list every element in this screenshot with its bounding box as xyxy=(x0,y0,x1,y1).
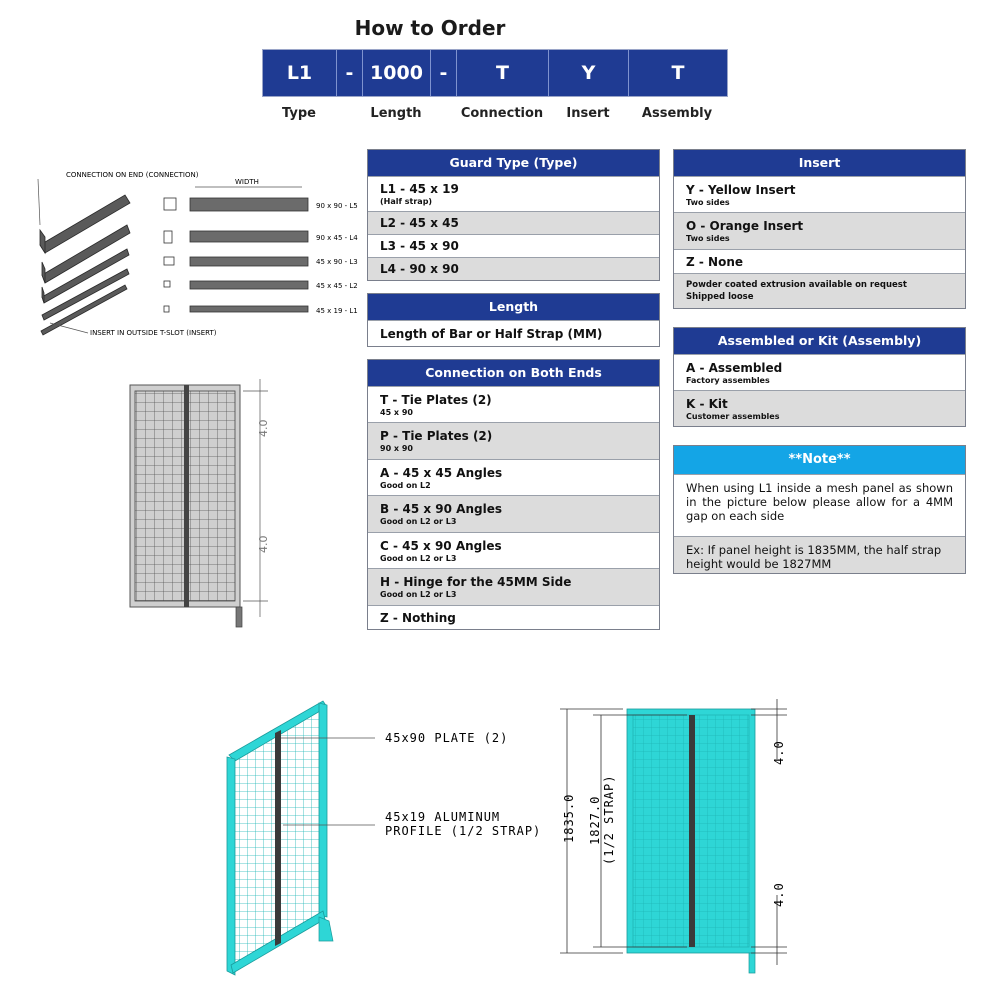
guard-type-header: Guard Type (Type) xyxy=(368,150,659,176)
length-table xyxy=(367,293,660,347)
code-label-insert: Insert xyxy=(566,106,610,121)
leader-line xyxy=(38,179,40,225)
note-header: **Note** xyxy=(674,446,965,474)
code-label-assembly: Assembly xyxy=(641,106,713,121)
grey-panel-drawing xyxy=(118,375,288,635)
table-row: Length of Bar or Half Strap (MM) xyxy=(368,320,659,346)
length-header: Length xyxy=(368,294,659,320)
profile-bars-iso xyxy=(40,195,130,335)
panel-foot xyxy=(236,607,242,627)
table-row: C - 45 x 90 Angles Good on L2 or L3 xyxy=(368,532,659,568)
table-row: Y - Yellow Insert Two sides xyxy=(674,176,965,212)
gap-bottom-label: 4.0 xyxy=(772,882,786,907)
connection-label: CONNECTION ON END (CONNECTION) xyxy=(66,171,199,179)
table-row: Z - None xyxy=(674,249,965,273)
table-row: B - 45 x 90 Angles Good on L2 or L3 xyxy=(368,495,659,532)
table-row: Z - Nothing xyxy=(368,605,659,629)
code-type: L1 xyxy=(263,50,337,96)
plate-callout: 45x90 PLATE (2) xyxy=(385,731,509,745)
half-strap xyxy=(689,715,695,947)
table-row: A - 45 x 45 Angles Good on L2 xyxy=(368,459,659,495)
size-label: 45 x 90 - L3 xyxy=(316,258,358,266)
assembly-header: Assembled or Kit (Assembly) xyxy=(674,328,965,354)
front-panel-drawing xyxy=(555,695,800,980)
code-connection: T xyxy=(457,50,549,96)
note-box xyxy=(673,445,966,574)
code-insert: Y xyxy=(549,50,629,96)
code-label-connection: Connection xyxy=(460,106,544,121)
half-strap xyxy=(184,385,189,607)
table-row: A - Assembled Factory assembles xyxy=(674,354,965,390)
table-row: L3 - 45 x 90 xyxy=(368,234,659,257)
profile-callout-line2: PROFILE (1/2 STRAP) xyxy=(385,824,542,838)
insert-header: Insert xyxy=(674,150,965,176)
assembly-table xyxy=(673,327,966,427)
insert-footnote: Powder coated extrusion available on request Shipped loose xyxy=(674,273,965,308)
size-label: 90 x 45 - L4 xyxy=(316,234,358,242)
code-dash: - xyxy=(337,50,363,96)
panel-foot xyxy=(319,917,333,941)
strap-note-label: (1/2 STRAP) xyxy=(602,774,616,865)
left-post xyxy=(227,757,235,975)
code-label-type: Type xyxy=(282,106,316,121)
code-dash: - xyxy=(431,50,457,96)
right-post xyxy=(319,703,327,917)
half-strap xyxy=(275,730,281,946)
table-row: K - Kit Customer assembles xyxy=(674,390,965,426)
size-label: 90 x 90 - L5 xyxy=(316,202,358,210)
table-row: H - Hinge for the 45MM Side Good on L2 or L3 xyxy=(368,568,659,605)
note-text: When using L1 inside a mesh panel as shown in the picture below please allow for a 4MM gap on each side xyxy=(674,474,965,536)
iso-panel-drawing xyxy=(215,695,545,980)
gap-top-label: 4.0 xyxy=(257,419,270,437)
table-row: T - Tie Plates (2) 45 x 90 xyxy=(368,386,659,422)
profiles-drawing xyxy=(30,165,365,350)
insert-table xyxy=(673,149,966,309)
total-height-label: 1835.0 xyxy=(562,793,576,843)
table-row: L1 - 45 x 19 (Half strap) xyxy=(368,176,659,211)
strap-height-label: 1827.0 xyxy=(588,795,602,845)
panel-foot xyxy=(749,953,755,973)
table-row: L4 - 90 x 90 xyxy=(368,257,659,280)
section-icons xyxy=(164,198,176,312)
width-label: WIDTH xyxy=(235,178,259,186)
profile-sections xyxy=(190,198,308,312)
code-length: 1000 xyxy=(363,50,431,96)
table-row: L2 - 45 x 45 xyxy=(368,211,659,234)
order-code-bar xyxy=(262,49,728,97)
profile-callout-line1: 45x19 ALUMINUM xyxy=(385,810,501,824)
gap-top-label: 4.0 xyxy=(772,740,786,765)
code-label-length: Length xyxy=(370,106,422,121)
size-label: 45 x 45 - L2 xyxy=(316,282,358,290)
table-row: P - Tie Plates (2) 90 x 90 xyxy=(368,422,659,459)
insert-label: INSERT IN OUTSIDE T-SLOT (INSERT) xyxy=(90,329,217,337)
guard-type-table xyxy=(367,149,660,281)
note-example: Ex: If panel height is 1835MM, the half strap height would be 1827MM xyxy=(674,536,965,573)
connection-header: Connection on Both Ends xyxy=(368,360,659,386)
connection-table xyxy=(367,359,660,630)
gap-dimension-lines xyxy=(243,379,268,617)
gap-bottom-label: 4.0 xyxy=(257,535,270,553)
code-assembly: T xyxy=(671,62,685,84)
page-title: How to Order xyxy=(354,16,506,40)
size-label: 45 x 19 - L1 xyxy=(316,307,358,315)
table-row: O - Orange Insert Two sides xyxy=(674,212,965,249)
